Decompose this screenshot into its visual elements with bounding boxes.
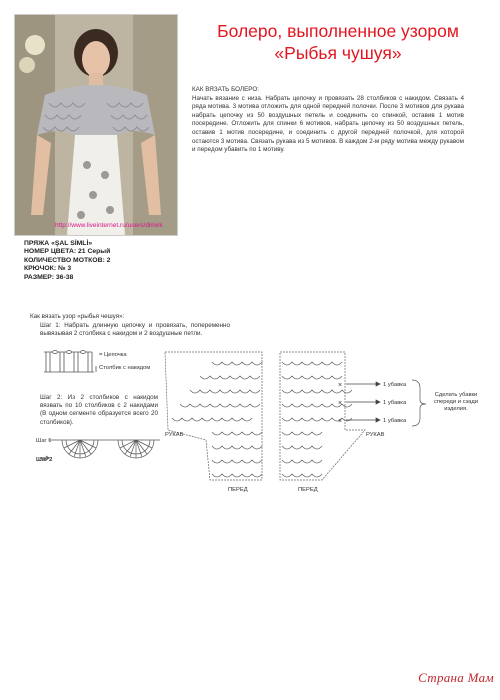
legend-chain: = Цепочка bbox=[99, 352, 127, 358]
decrease-label-3: 1 убавка bbox=[383, 418, 407, 424]
step2-fan-diagram bbox=[40, 440, 160, 460]
svg-text:×: × bbox=[338, 382, 343, 389]
decrease-arrows bbox=[346, 382, 380, 422]
schematic-left-piece bbox=[165, 352, 262, 480]
svg-text:×: × bbox=[338, 418, 343, 425]
spec-color: НОМЕР ЦВЕТА: 21 Серый bbox=[24, 248, 111, 256]
photo-url: http://www.liveinternet.ru/users/dimirk bbox=[55, 222, 163, 229]
instructions-heading: КАК ВЯЗАТЬ БОЛЕРО: bbox=[192, 86, 259, 93]
sleeve-right-label: РУКАВ bbox=[366, 432, 385, 438]
decrease-label-2: 1 убавка bbox=[383, 400, 407, 406]
sleeve-left-label: РУКАВ bbox=[165, 432, 184, 438]
decrease-note: Сделать убавки спереди и сзади изделия. bbox=[433, 392, 479, 412]
instructions-body: Начать вязание с низа. Набрать цепочку и провязать 28 столбиков с накидом. Связать 4 ряда мотива. 3 мотива отложить для одной передней полочки. После 3 мотивов для рукава набрать цепочку из 50 воздушных петель и соединить со спинкой, оставив 1 мотив посередине. Отложить для спинки 6 мотивов, набрать цепочку из 50 воздушных петель, оставив 1 мотив посередине, и соединить с другой передней полочкой, для которой остаются 3 мотива. Связать рукава из 5 мотивов. В каждом 2-м ряду мотива между рукавом и передом убавить по 1 мотиву. bbox=[192, 94, 464, 154]
svg-text:×: × bbox=[338, 400, 343, 407]
decrease-markers bbox=[338, 382, 342, 425]
front-right-label: ПЕРЕД bbox=[298, 487, 318, 493]
step2-label: Шаг 2 bbox=[36, 457, 53, 463]
step1-chain-diagram bbox=[44, 351, 94, 373]
decrease-brace bbox=[412, 380, 426, 426]
title-line-2: «Рыбья чушуя» bbox=[274, 43, 402, 63]
site-logo: Страна Мам bbox=[418, 670, 494, 685]
pattern-step-1: Шаг 1: Набрать длинную цепочку и провязать, попеременно вывязывая 2 столбика с накидом и 2 воздушные петли. bbox=[40, 322, 230, 338]
title-line-1: Болеро, выполненное узором bbox=[217, 21, 459, 41]
legend-dc: Столбик с накидом bbox=[99, 365, 151, 371]
decrease-label-1: 1 убавка bbox=[383, 382, 407, 388]
pattern-step-2: Шаг 2: Из 2 столбиков с накидом вязвать по 10 столбиков с 2 накидами (В одном сегменте образуется всего 20 столбиков). bbox=[40, 394, 158, 426]
spec-size: РАЗМЕР: 36-38 bbox=[24, 273, 74, 281]
spec-hook: КРЮЧОК: № 3 bbox=[24, 265, 72, 273]
spec-yarn: ПРЯЖА «ŞAL SİMLİ» bbox=[24, 240, 93, 247]
schematic-right-piece bbox=[280, 352, 365, 480]
step1-label: Шаг 1 bbox=[36, 438, 52, 444]
pattern-heading: Как вязать узор «рыбья чешуя»: bbox=[30, 313, 125, 320]
spec-skeins: КОЛИЧЕСТВО МОТКОВ: 2 bbox=[24, 256, 111, 264]
front-left-label: ПЕРЕД bbox=[228, 487, 248, 493]
